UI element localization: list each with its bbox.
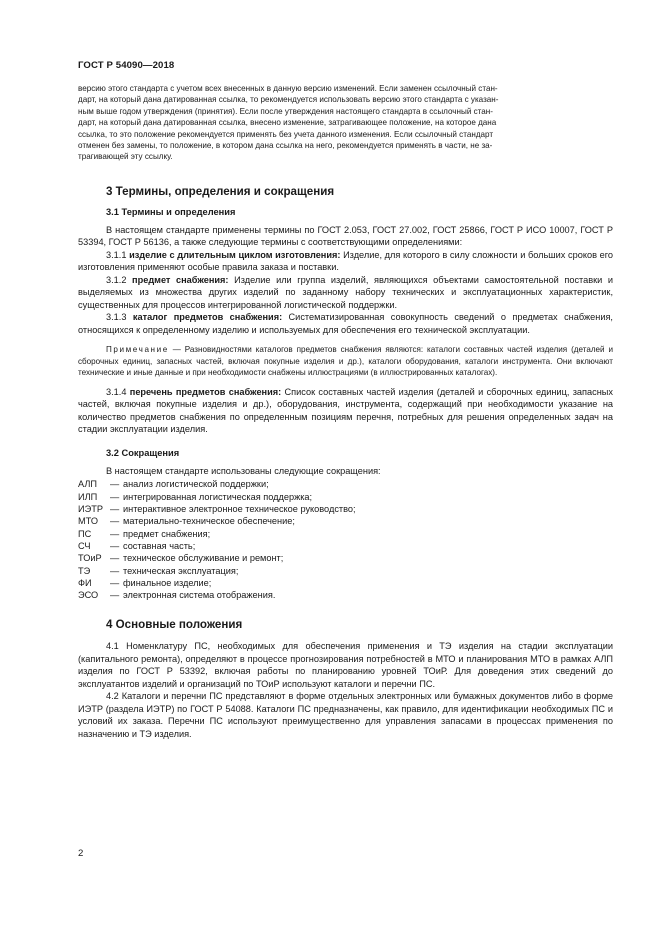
note-text: — Разновидностями каталогов предметов снабжения являются: каталоги составных частей изделия (деталей и сборочных единиц, запасных частей, включая покупные изделия и др.), каталоги оборудования, каталоги инструмента. Они включают технические и иные данные и при необходимости снабжены иллюстрациями (в иллюстрированных каталогах). xyxy=(78,345,613,377)
abbreviation-dash: — xyxy=(110,565,120,576)
abbreviation-list xyxy=(50,478,613,601)
term-3-1-4 xyxy=(78,386,613,436)
term-3-1-1 xyxy=(78,249,613,274)
abbreviation-row xyxy=(78,552,613,564)
term-definition: Изделие или группа изделий, являющихся объектами самостоятельной поставки и выделяемых из множества других изделий по заданному набору технических и эксплуатационных характеристик, существенных для процессов интегрированной логистической поддержки. xyxy=(78,274,614,310)
term-title: изделие с длительным циклом изготовления: xyxy=(129,249,341,260)
section-3-1-heading: 3.1 Термины и определения xyxy=(106,206,236,217)
abbreviation-row xyxy=(78,577,613,589)
abbreviation-row xyxy=(78,540,613,552)
intro-paragraph xyxy=(78,83,613,163)
term-definition: Список составных частей изделия (деталей и сборочных единиц, запасных частей, включая покупные изделия и др.), оборудования, инструмента, содержащий при необходимости указание на количество предметов снабжения по определенным позициям перечня, потребных для решения определенных задач на стадии эксплуатации изделия. xyxy=(78,386,613,435)
intro-line: дарт, на который дана датированная ссылка, то рекомендуется использовать версию этого стандарта с указан- xyxy=(78,95,499,105)
intro-line: отменен без замены, то положение, в котором дана ссылка на него, рекомендуется применять в части, не за- xyxy=(78,141,493,151)
abbreviation-value: предмет снабжения; xyxy=(123,528,211,539)
term-number: 3.1.3 xyxy=(106,312,127,323)
abbreviation-key: ИЭТР xyxy=(78,504,103,515)
abbreviation-value: техническое обслуживание и ремонт; xyxy=(123,553,284,564)
abbreviation-row xyxy=(78,528,613,540)
abbreviation-dash: — xyxy=(110,528,120,539)
intro-line: ным выше годом утверждения (принятия). Если после утверждения настоящего стандарта в ссылочный стан- xyxy=(78,106,493,116)
abbreviation-key: ТОиР xyxy=(78,553,102,564)
term-title: перечень предметов снабжения: xyxy=(129,386,282,397)
abbreviation-value: финальное изделие; xyxy=(123,577,212,588)
page-content xyxy=(78,83,613,740)
abbreviation-row xyxy=(78,565,613,577)
abbreviation-key: ФИ xyxy=(78,577,92,588)
abbreviation-value: интегрированная логистическая поддержка; xyxy=(123,491,313,502)
abbreviation-value: техническая эксплуатация; xyxy=(123,565,239,576)
abbreviations-intro: В настоящем стандарте использованы следующие сокращения: xyxy=(106,465,381,476)
section-3-heading: 3 Термины, определения и сокращения xyxy=(106,184,335,198)
abbreviation-row xyxy=(78,491,613,503)
abbreviation-dash: — xyxy=(110,491,120,502)
term-title: каталог предметов снабжения: xyxy=(132,312,283,323)
abbreviation-key: МТО xyxy=(78,516,98,527)
abbreviation-value: интерактивное электронное техническое руководство; xyxy=(123,504,356,515)
intro-line: ссылка, то это положение рекомендуется применять без учета данного изменения. Если ссылочный стандарт xyxy=(78,129,494,139)
abbreviation-dash: — xyxy=(110,577,120,588)
term-3-1-2 xyxy=(78,274,613,312)
abbreviation-key: СЧ xyxy=(78,540,91,551)
intro-line: версию этого стандарта с учетом всех внесенных в данную версию изменений. Если заменен ссылочный стан- xyxy=(78,84,498,93)
term-title: предмет снабжения: xyxy=(132,274,229,285)
page-number: 2 xyxy=(78,848,84,859)
term-definition: Систематизированная совокупность сведений о предметах снабжения, относящихся к определенному изделию и используемых для обеспечения его технической эксплуатации. xyxy=(78,312,613,335)
note-paragraph xyxy=(78,344,613,378)
term-3-1-3 xyxy=(78,311,613,336)
abbreviation-dash: — xyxy=(110,504,120,515)
abbreviation-row xyxy=(78,503,613,515)
abbreviation-value: анализ логистической поддержки; xyxy=(123,479,269,490)
intro-line: дарт, на который дана датированная ссылка, внесено изменение, затрагивающее положение, на которое дана xyxy=(78,118,497,128)
abbreviation-key: ИЛП xyxy=(78,491,98,502)
paragraph-4-1: 4.1 Номенклатуру ПС, необходимых для обеспечения применения и ТЭ изделия на стадии эксплуатации (капитального ремонта), определяют в процессе прогнозирования потребностей в МТО и планирования МТО в рамках АЛП изделия по ГОСТ Р 53392, включая работы по планированию уровней ТОиР. Для доведения этих сведений до эксплуатантов изделий и организаций по ТОиР используют каталоги и перечни ПС. xyxy=(78,641,613,689)
abbreviation-dash: — xyxy=(110,553,120,564)
abbreviation-dash: — xyxy=(110,479,120,490)
abbreviation-row xyxy=(78,589,613,601)
term-number: 3.1.1 xyxy=(106,249,127,260)
abbreviation-key: ЭСО xyxy=(78,590,99,601)
section-3-2-heading: 3.2 Сокращения xyxy=(106,447,180,458)
abbreviation-key: АЛП xyxy=(78,479,97,490)
abbreviation-dash: — xyxy=(110,516,120,527)
note-label: Примечание xyxy=(106,345,169,355)
paragraph-4-2: 4.2 Каталоги и перечни ПС представляют в форме отдельных электронных или бумажных документов либо в форме ИЭТР (раздела ИЭТР) по ГОСТ Р 54088. Каталоги ПС предназначены, как правило, для идентификации необходимых ПС и условий их заказа. Перечни ПС используют преимущественно для управления запасами в процессах применения по назначению и ТЭ изделия. xyxy=(78,691,613,739)
abbreviation-key: ПС xyxy=(78,528,92,539)
abbreviation-key: ТЭ xyxy=(78,565,91,576)
document-header: ГОСТ Р 54090—2018 xyxy=(78,60,175,71)
term-number: 3.1.2 xyxy=(106,274,127,285)
section-4-heading: 4 Основные положения xyxy=(106,618,243,632)
abbreviation-value: материально-техническое обеспечение; xyxy=(123,516,295,527)
term-definition: Изделие, для которого в силу сложности и больших сроков его изготовления применяют особые правила заказа и поставки. xyxy=(78,249,613,273)
abbreviation-dash: — xyxy=(110,540,120,551)
abbreviation-value: электронная система отображения. xyxy=(123,590,276,601)
abbreviation-value: составная часть; xyxy=(123,540,196,551)
abbreviation-row xyxy=(78,515,613,527)
term-number: 3.1.4 xyxy=(106,386,127,397)
intro-line: трагивающей эту ссылку. xyxy=(78,152,173,162)
abbreviation-dash: — xyxy=(110,590,120,601)
terms-intro: В настоящем стандарте применены термины по ГОСТ 2.053, ГОСТ 27.002, ГОСТ 25866, ГОСТ Р ИСО 10007, ГОСТ Р 53394, ГОСТ Р 56136, а также следующие термины с соответствующими определениями: xyxy=(78,224,613,248)
abbreviation-row xyxy=(78,478,613,490)
